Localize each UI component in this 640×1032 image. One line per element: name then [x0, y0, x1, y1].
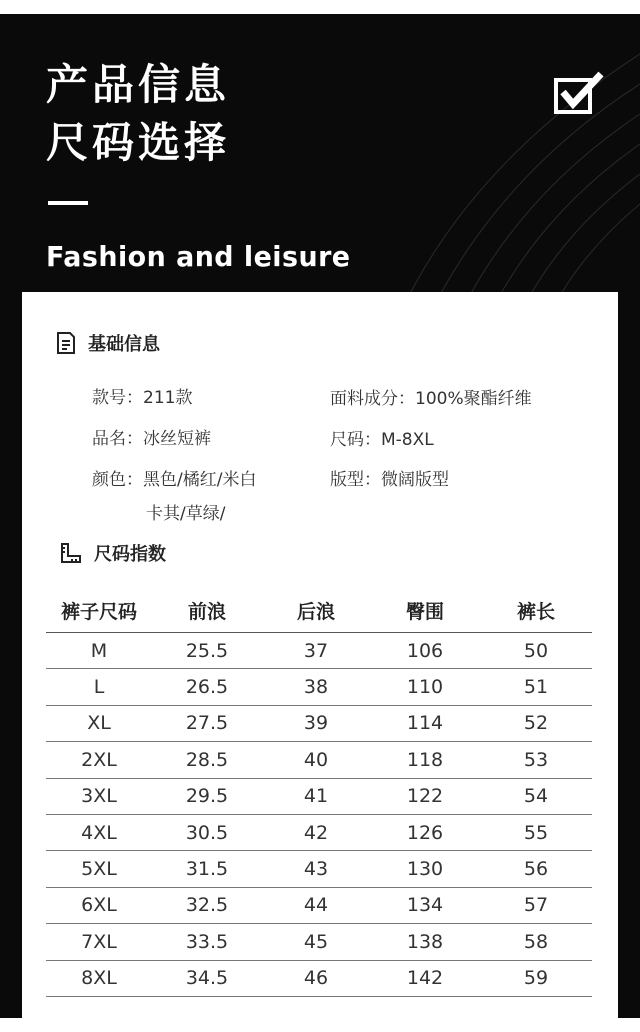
table-body [46, 633, 592, 997]
cell-size: 7XL [81, 930, 117, 953]
cell-front-rise: 30.5 [185, 821, 229, 844]
cell-length: 56 [523, 858, 549, 881]
cell-hip: 130 [406, 858, 444, 881]
cell-hip: 142 [406, 967, 444, 990]
size-table [46, 588, 592, 997]
cell-back-rise: 40 [303, 748, 329, 771]
table-row [46, 815, 592, 851]
checkbox-checked-icon [553, 70, 605, 116]
cell-front-rise: 29.5 [185, 785, 229, 808]
product-name: 品名：冰丝短裤 [92, 429, 211, 449]
cell-front-rise: 33.5 [185, 930, 229, 953]
cell-hip: 118 [406, 748, 444, 771]
cell-length: 50 [523, 639, 549, 662]
cell-hip: 126 [406, 821, 444, 844]
table-header [46, 588, 592, 633]
cell-length: 58 [523, 930, 549, 953]
basic-info-heading-label: 基础信息 [88, 334, 160, 355]
cell-back-rise: 37 [303, 639, 329, 662]
cell-hip: 134 [406, 894, 444, 917]
cell-hip: 122 [406, 785, 444, 808]
cell-back-rise: 38 [303, 676, 329, 699]
cell-back-rise: 41 [303, 785, 329, 808]
table-row [46, 706, 592, 742]
column-header-back-rise: 后浪 [296, 600, 335, 623]
cell-length: 54 [523, 785, 549, 808]
cell-front-rise: 32.5 [185, 894, 229, 917]
cell-length: 52 [523, 712, 549, 735]
size-range: 尺码：M-8XL [330, 430, 434, 450]
cell-front-rise: 27.5 [185, 712, 229, 735]
cell-size: XL [87, 712, 111, 735]
cell-length: 51 [523, 676, 549, 699]
column-header-length: 裤长 [516, 600, 555, 623]
cell-size: 3XL [81, 785, 117, 808]
cell-size: 4XL [81, 821, 117, 844]
style-no: 款号：211款 [92, 388, 193, 408]
cell-back-rise: 44 [303, 894, 329, 917]
table-row [46, 851, 592, 887]
cell-length: 57 [523, 894, 549, 917]
cell-size: 8XL [81, 967, 117, 990]
material: 面料成分：100%聚酯纤维 [330, 389, 532, 409]
fit: 版型：微阔版型 [330, 470, 449, 490]
cell-hip: 138 [406, 930, 444, 953]
page-title-line-1: 产品信息 [46, 60, 231, 109]
column-header-front-rise: 前浪 [187, 600, 226, 623]
colors-line-1: 颜色：黑色/橘红/米白 [92, 470, 257, 490]
cell-size: 5XL [81, 858, 117, 881]
cell-length: 53 [523, 748, 549, 771]
table-row [46, 742, 592, 778]
table-row [46, 779, 592, 815]
cell-back-rise: 46 [303, 967, 329, 990]
document-icon [56, 331, 76, 355]
table-row [46, 669, 592, 705]
cell-hip: 106 [406, 639, 444, 662]
cell-size: 2XL [81, 748, 117, 771]
tagline: Fashion and leisure [46, 240, 351, 273]
cell-front-rise: 26.5 [185, 676, 229, 699]
cell-back-rise: 42 [303, 821, 329, 844]
table-row [46, 961, 592, 997]
colors-line-2: 卡其/草绿/ [146, 504, 226, 524]
cell-front-rise: 25.5 [185, 639, 229, 662]
divider-dash [48, 201, 88, 205]
cell-length: 55 [523, 821, 549, 844]
column-header-hip: 臀围 [405, 600, 444, 623]
page-title-line-2: 尺码选择 [46, 118, 231, 167]
cell-hip: 110 [406, 676, 444, 699]
cell-front-rise: 34.5 [185, 967, 229, 990]
table-row [46, 888, 592, 924]
basic-info-heading [56, 330, 160, 356]
cell-length: 59 [523, 967, 549, 990]
ruler-icon [60, 542, 82, 564]
cell-size: M [90, 639, 108, 662]
cell-size: 6XL [81, 894, 117, 917]
cell-back-rise: 39 [303, 712, 329, 735]
cell-back-rise: 43 [303, 858, 329, 881]
table-row [46, 924, 592, 960]
cell-front-rise: 31.5 [185, 858, 229, 881]
size-chart-heading-label: 尺码指数 [94, 544, 166, 565]
cell-front-rise: 28.5 [185, 748, 229, 771]
size-chart-heading [60, 540, 166, 566]
cell-hip: 114 [406, 712, 444, 735]
table-row [46, 633, 592, 669]
column-header-size: 裤子尺码 [60, 600, 137, 623]
cell-back-rise: 45 [303, 930, 329, 953]
cell-size: L [93, 676, 105, 699]
